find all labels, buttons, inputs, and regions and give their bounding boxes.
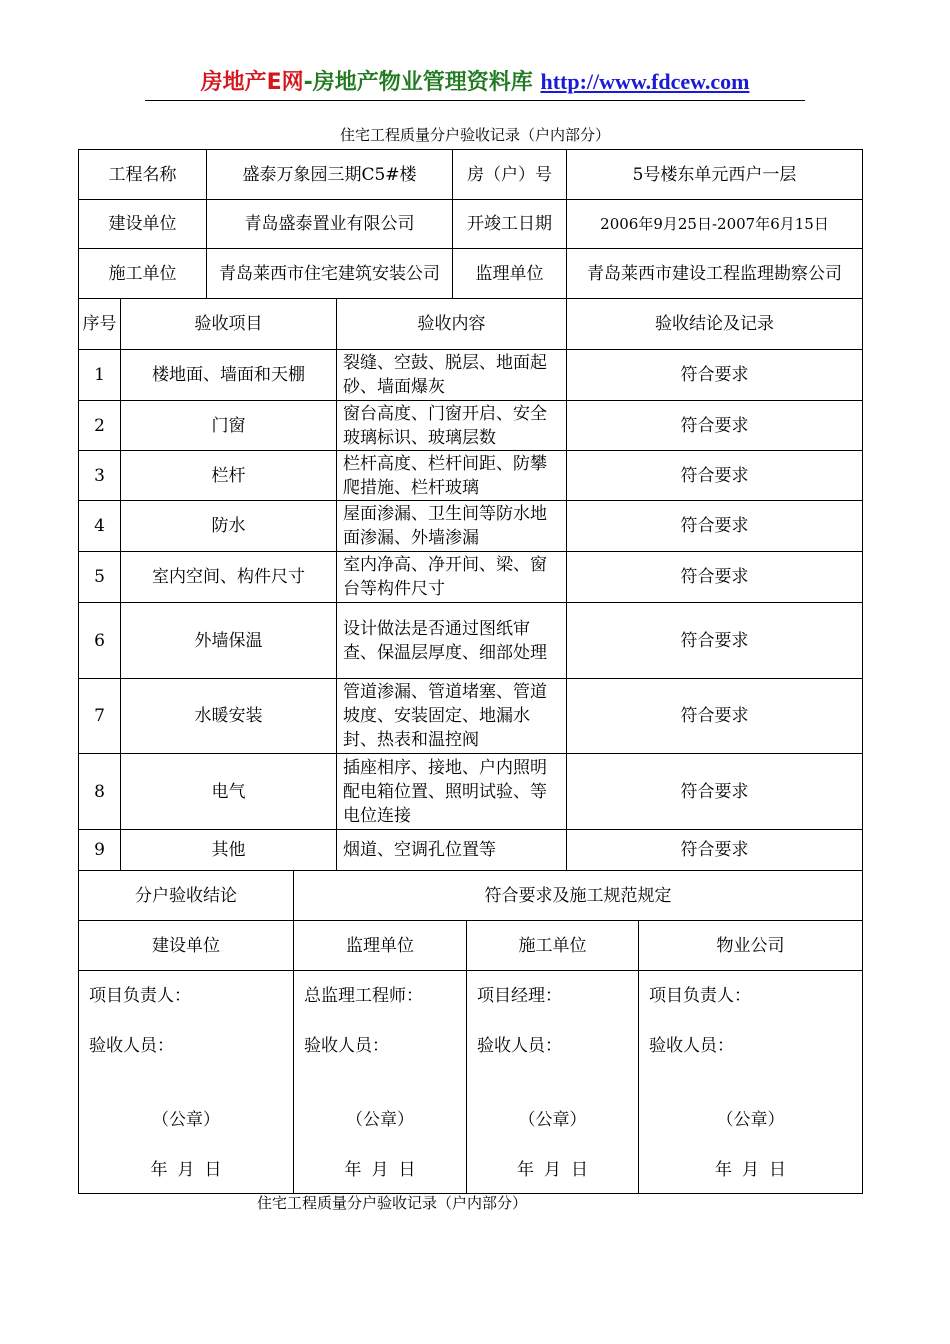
row-item: 防水 xyxy=(121,501,337,552)
row-no: 7 xyxy=(79,679,121,754)
house-no-value: 5号楼东单元西户一层 xyxy=(567,150,863,200)
sig-seal: （公章） xyxy=(346,1110,414,1130)
row-content: 设计做法是否通过图纸审查、保温层厚度、细部处理 xyxy=(337,603,567,679)
row-no: 9 xyxy=(79,830,121,871)
house-no-label: 房（户）号 xyxy=(453,150,567,200)
conclusion-value: 符合要求及施工规范规定 xyxy=(294,871,863,921)
date-year: 年 xyxy=(150,1160,168,1180)
date-day: 日 xyxy=(571,1160,588,1180)
table-row xyxy=(79,552,863,603)
row-result: 符合要求 xyxy=(567,350,863,401)
info-row-constructor xyxy=(79,249,863,299)
row-item: 门窗 xyxy=(121,401,337,451)
unit-property: 物业公司 xyxy=(639,921,863,971)
signature-cell-constructor xyxy=(467,971,639,1194)
row-content: 插座相序、接地、户内照明配电箱位置、照明试验、等电位连接 xyxy=(337,754,567,830)
signature-cell-builder xyxy=(79,971,294,1194)
signature-table xyxy=(78,870,863,1194)
info-row-builder xyxy=(79,200,863,249)
sig-role: 项目经理： xyxy=(477,986,562,1006)
sig-date xyxy=(649,1145,852,1193)
row-content: 烟道、空调孔位置等 xyxy=(337,830,567,871)
date-day: 日 xyxy=(398,1160,416,1180)
project-name-label: 工程名称 xyxy=(79,150,207,200)
site-header xyxy=(145,64,805,101)
row-no: 5 xyxy=(79,552,121,603)
table-row xyxy=(79,830,863,871)
row-result: 符合要求 xyxy=(567,754,863,830)
row-content: 屋面渗漏、卫生间等防水地面渗漏、外墙渗漏 xyxy=(337,501,567,552)
row-no: 2 xyxy=(79,401,121,451)
site-name-part2: E xyxy=(266,70,282,95)
date-day: 日 xyxy=(769,1160,787,1180)
sig-seal: （公章） xyxy=(152,1110,220,1130)
site-url-link[interactable]: http://www.fdcew.com xyxy=(540,69,750,94)
info-table xyxy=(78,149,863,299)
col-header-item: 验收项目 xyxy=(121,299,337,350)
builder-value: 青岛盛泰置业有限公司 xyxy=(207,200,453,249)
row-content: 裂缝、空鼓、脱层、地面起砂、墙面爆灰 xyxy=(337,350,567,401)
conclusion-row xyxy=(79,871,863,921)
row-result: 符合要求 xyxy=(567,552,863,603)
dates-value: 2006年9月25日-2007年6月15日 xyxy=(567,200,863,249)
unit-supervisor: 监理单位 xyxy=(294,921,467,971)
row-result: 符合要求 xyxy=(567,451,863,501)
row-no: 4 xyxy=(79,501,121,552)
row-result: 符合要求 xyxy=(567,603,863,679)
row-content: 管道渗漏、管道堵塞、管道坡度、安装固定、地漏水封、热表和温控阀 xyxy=(337,679,567,754)
info-row-project xyxy=(79,150,863,200)
document-title: 住宅工程质量分户验收记录（户内部分） xyxy=(339,126,610,144)
row-no: 6 xyxy=(79,603,121,679)
date-month: 月 xyxy=(177,1160,195,1180)
row-item: 外墙保温 xyxy=(121,603,337,679)
items-header-row xyxy=(79,299,863,350)
table-row xyxy=(79,501,863,552)
sig-seal: （公章） xyxy=(518,1110,587,1130)
site-name-part3: 网 xyxy=(281,70,304,95)
row-result: 符合要求 xyxy=(567,401,863,451)
table-row xyxy=(79,603,863,679)
row-content: 窗台高度、门窗开启、安全玻璃标识、玻璃层数 xyxy=(337,401,567,451)
row-item: 栏杆 xyxy=(121,451,337,501)
sig-date xyxy=(89,1145,283,1193)
col-header-result: 验收结论及记录 xyxy=(567,299,863,350)
sig-role: 项目负责人： xyxy=(89,986,191,1006)
sig-role: 总监理工程师： xyxy=(304,986,423,1006)
row-no: 3 xyxy=(79,451,121,501)
table-row xyxy=(79,401,863,451)
date-year: 年 xyxy=(715,1160,733,1180)
constructor-label: 施工单位 xyxy=(79,249,207,299)
sig-inspector: 验收人员： xyxy=(477,1036,562,1056)
signature-cell-supervisor xyxy=(294,971,467,1194)
row-result: 符合要求 xyxy=(567,501,863,552)
sig-inspector: 验收人员： xyxy=(304,1036,389,1056)
col-header-no: 序号 xyxy=(79,299,121,350)
row-content: 室内净高、净开间、梁、窗台等构件尺寸 xyxy=(337,552,567,603)
signature-cell-property xyxy=(639,971,863,1194)
row-result: 符合要求 xyxy=(567,679,863,754)
col-header-content: 验收内容 xyxy=(337,299,567,350)
row-no: 1 xyxy=(79,350,121,401)
site-name-part1: 房地产 xyxy=(200,70,267,95)
table-row xyxy=(79,451,863,501)
constructor-value: 青岛莱西市住宅建筑安装公司 xyxy=(207,249,453,299)
sig-seal: （公章） xyxy=(716,1110,785,1130)
row-item: 水暖安装 xyxy=(121,679,337,754)
row-no: 8 xyxy=(79,754,121,830)
unit-builder: 建设单位 xyxy=(79,921,294,971)
table-row xyxy=(79,350,863,401)
footer-title: 住宅工程质量分户验收记录（户内部分） xyxy=(257,1194,528,1212)
site-description: 房地产物业管理资料库 xyxy=(312,70,533,95)
row-item: 室内空间、构件尺寸 xyxy=(121,552,337,603)
date-month: 月 xyxy=(371,1160,389,1180)
supervisor-value: 青岛莱西市建设工程监理勘察公司 xyxy=(567,249,863,299)
date-year: 年 xyxy=(344,1160,362,1180)
row-item: 其他 xyxy=(121,830,337,871)
dates-label: 开竣工日期 xyxy=(453,200,567,249)
row-result: 符合要求 xyxy=(567,830,863,871)
date-year: 年 xyxy=(517,1160,534,1180)
sig-date xyxy=(477,1145,628,1193)
conclusion-label: 分户验收结论 xyxy=(79,871,294,921)
table-row xyxy=(79,679,863,754)
supervisor-label: 监理单位 xyxy=(453,249,567,299)
sig-inspector: 验收人员： xyxy=(649,1036,734,1056)
row-item: 楼地面、墙面和天棚 xyxy=(121,350,337,401)
builder-label: 建设单位 xyxy=(79,200,207,249)
signature-row xyxy=(79,971,863,1194)
site-dash: - xyxy=(303,70,313,95)
date-month: 月 xyxy=(742,1160,760,1180)
table-row xyxy=(79,754,863,830)
sig-inspector: 验收人员： xyxy=(89,1036,174,1056)
sig-role: 项目负责人： xyxy=(649,986,751,1006)
date-month: 月 xyxy=(544,1160,561,1180)
row-item: 电气 xyxy=(121,754,337,830)
sig-date xyxy=(304,1145,456,1193)
date-day: 日 xyxy=(204,1160,222,1180)
unit-constructor: 施工单位 xyxy=(467,921,639,971)
project-name-value: 盛泰万象园三期C5#楼 xyxy=(207,150,453,200)
row-content: 栏杆高度、栏杆间距、防攀爬措施、栏杆玻璃 xyxy=(337,451,567,501)
units-row xyxy=(79,921,863,971)
items-table xyxy=(78,298,863,871)
